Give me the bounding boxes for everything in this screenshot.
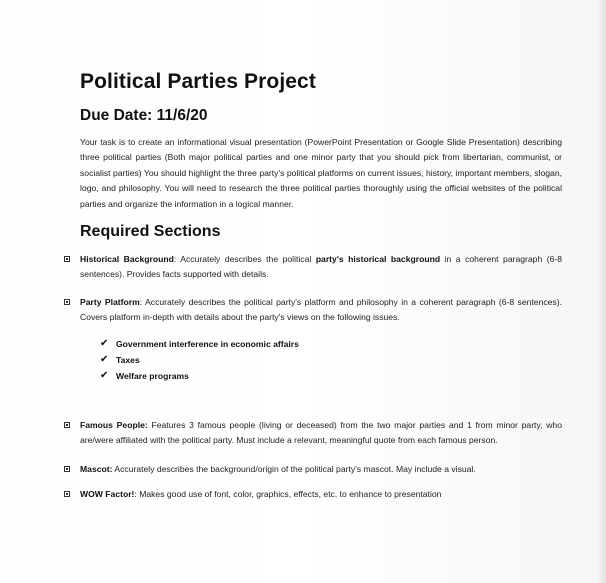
required-sections-heading: Required Sections	[80, 223, 221, 241]
bullet-icon	[64, 491, 70, 497]
list-item: ✔ Taxes	[100, 352, 562, 368]
issues-list	[100, 336, 562, 384]
checkmark-icon: ✔	[100, 353, 109, 365]
section-text: : Accurately describes the political party's platform and philosophy in a coherent paragraph (6-8 sentences). Covers platform in-depth with details about the party's views on the following issues.	[80, 296, 562, 323]
bullet-icon	[64, 256, 70, 262]
section-emphasis: party's historical background	[315, 254, 441, 265]
section-label: Historical Background	[80, 254, 174, 265]
list-item: ✔ Government interference in economic affairs	[100, 336, 562, 352]
section-text: : Makes good use of font, color, graphics, effects, etc. to enhance to presentation	[134, 488, 442, 499]
section-mascot	[80, 462, 562, 477]
section-text: in a coherent paragraph (6-8 sentences). Provides facts supported with details.	[80, 254, 563, 280]
document-content	[80, 68, 562, 502]
section-text: Features 3 famous people (living or deceased) from the two major parties and 1 from minor party, who are/were affiliated with the political party. Must include a relevant, meaningful quote from each famous person.	[80, 419, 562, 446]
checkmark-icon: ✔	[100, 369, 109, 381]
section-text: Accurately describes the background/origin of the political party's mascot. May include a visual.	[112, 464, 476, 475]
bullet-icon	[64, 299, 70, 305]
section-wow-factor	[80, 487, 562, 502]
bullet-icon	[64, 466, 70, 472]
bullet-icon	[64, 422, 70, 428]
page-title: Political Parties Project	[80, 70, 316, 93]
section-text: : Accurately describes the political	[173, 254, 316, 265]
section-party-platform	[80, 295, 562, 326]
intro-paragraph: Your task is to create an informational visual presentation (PowerPoint Presentation or Google Slide Presentation) describing three political parties (Both major political parties and one minor party that you should pick from libertarian, communist, or socialist parties) You should highlight the three party's political platforms on current issues, history, important members, slogan, logo, and philosophy. You will need to research the three political parties thoroughly using the official websites of the political parties and organize the information in a logical manner.	[80, 137, 562, 209]
list-item: ✔ Welfare programs	[100, 368, 562, 384]
section-historical-background	[80, 252, 562, 283]
checkmark-icon: ✔	[100, 337, 109, 349]
section-label: Mascot:	[80, 464, 113, 475]
page-edge-shadow	[596, 0, 606, 583]
section-label: WOW Factor!	[80, 488, 135, 499]
due-date: Due Date: 11/6/20	[80, 107, 208, 124]
section-label: Famous People:	[80, 419, 148, 430]
section-famous-people	[80, 418, 562, 449]
section-label: Party Platform	[80, 296, 140, 307]
